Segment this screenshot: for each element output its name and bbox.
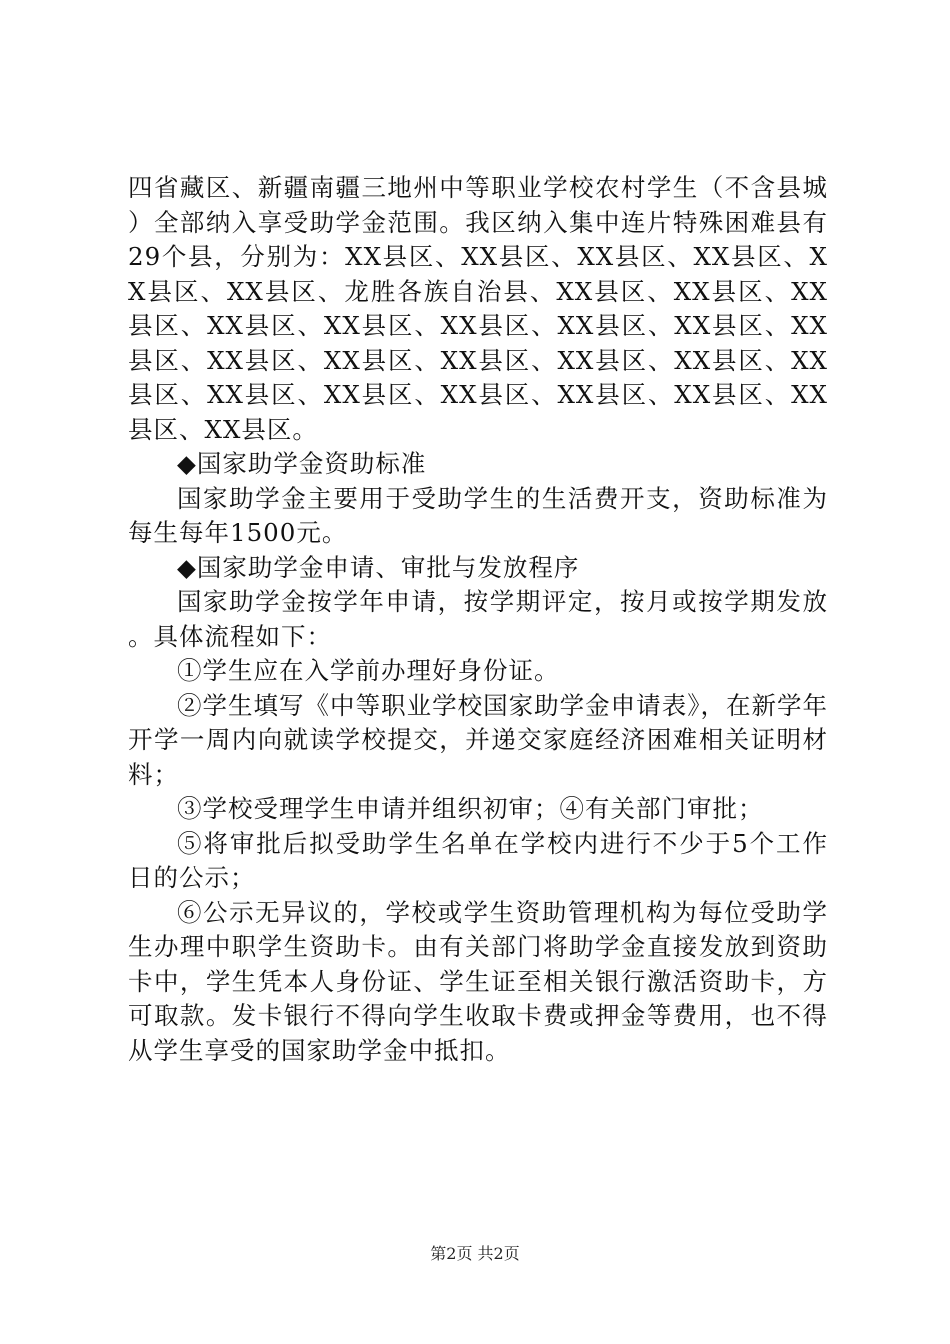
paragraph-funding-standard: 国家助学金主要用于受助学生的生活费开支，资助标准为每生每年1500元。 <box>128 483 828 547</box>
page-footer <box>0 1244 950 1264</box>
step-2: ②学生填写《中等职业学校国家助学金申请表》，在新学年开学一周内向就读学校提交，并递交家庭经济困难相关证明材料； <box>128 690 828 789</box>
step-3-4: ③学校受理学生申请并组织初审；④有关部门审批； <box>177 794 764 823</box>
step-5: ⑤将审批后拟受助学生名单在学校内进行不少于5个工作日的公示； <box>128 828 828 892</box>
page-number-label: 第2页 共2页 <box>430 1244 520 1263</box>
heading-funding-standard: ◆国家助学金资助标准 <box>177 449 427 478</box>
document-body <box>128 171 828 1068</box>
paragraph-eligible-counties: 四省藏区、新疆南疆三地州中等职业学校农村学生（不含县城）全部纳入享受助学金范围。我区纳入集中连片特殊困难县有29个县，分别为：XX县区、XX县区、XX县区、XX县区、XX县区、XX县区、龙胜各族自治县、XX县区、XX县区、XX县区、XX县区、XX县区、XX县区、XX县区、XX县区、XX县区、XX县区、XX县区、XX县区、XX县区、XX县区、XX县区、XX县区、XX县区、XX县区、XX县区、XX县区、XX县区、XX县区。 <box>128 173 828 444</box>
paragraph-application-overview: 国家助学金按学年申请，按学期评定，按月或按学期发放。具体流程如下： <box>128 587 828 651</box>
step-1: ①学生应在入学前办理好身份证。 <box>177 656 560 685</box>
heading-application-procedure: ◆国家助学金申请、审批与发放程序 <box>177 552 580 582</box>
step-6: ⑥公示无异议的，学校或学生资助管理机构为每位受助学生办理中职学生资助卡。由有关部门将助学金直接发放到资助卡中，学生凭本人身份证、学生证至相关银行激活资助卡，方可取款。发卡银行不得向学生收取卡费或押金等费用，也不得从学生享受的国家助学金中抵扣。 <box>128 897 828 1065</box>
